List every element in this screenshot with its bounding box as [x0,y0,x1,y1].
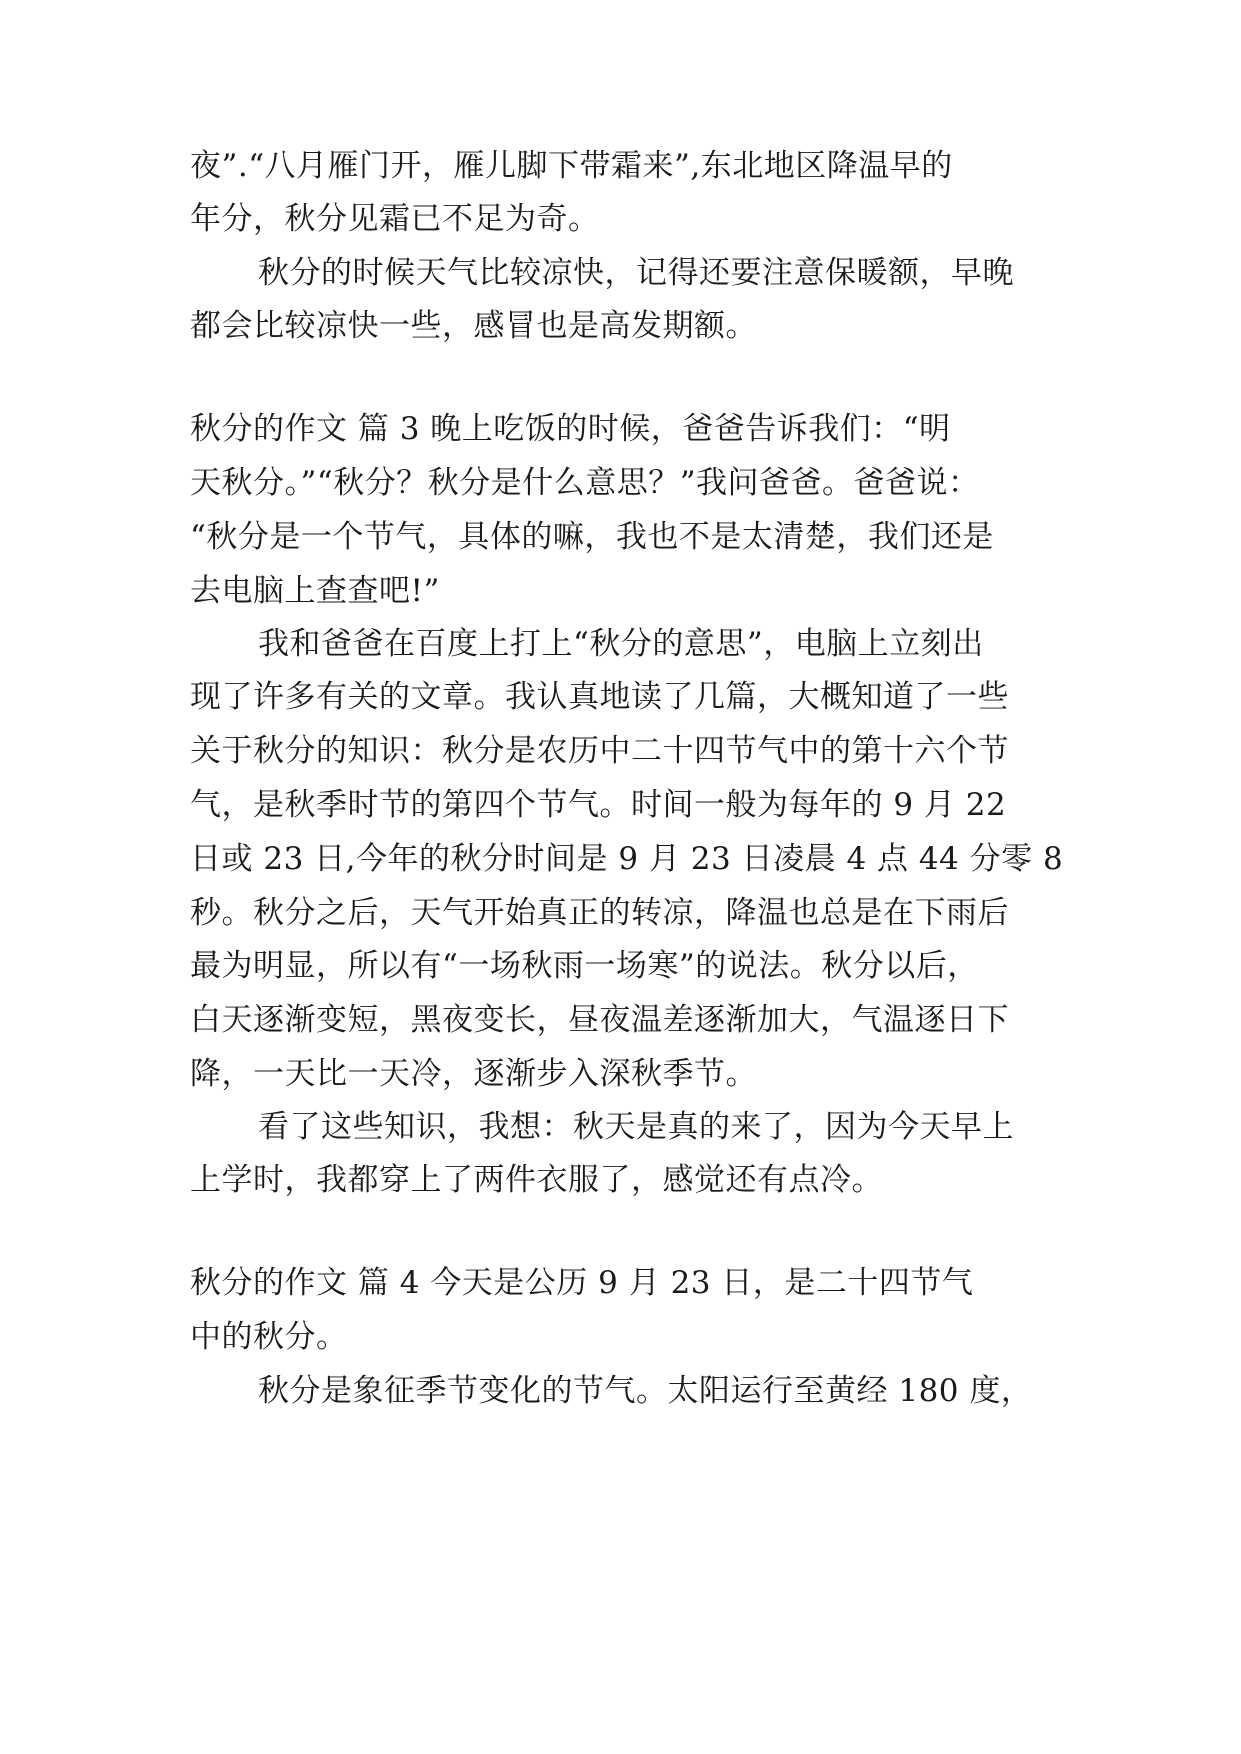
text-line: 去电脑上查查吧!” [190,573,440,609]
text-line: 白天逐渐变短，黑夜变长，昼夜温差逐渐加大，气温逐日下 [190,1002,1009,1038]
text-line: 关于秋分的知识：秋分是农历中二十四节气中的第十六个节 [190,733,1009,769]
text-line: 夜”.“八月雁门开，雁儿脚下带霜来”,东北地区降温早的 [190,148,953,184]
text-line: 气，是秋季时节的第四个节气。时间一般为每年的 9 月 22 [190,787,1007,823]
text-line: 天秋分。”“秋分？秋分是什么意思？”我问爸爸。爸爸说： [190,465,980,501]
text-line: 现了许多有关的文章。我认真地读了几篇，大概知道了一些 [190,679,1009,715]
text-line: 秋分是象征季节变化的节气。太阳运行至黄经 180 度， [258,1373,1033,1409]
text-line: 上学时，我都穿上了两件衣服了，感觉还有点冷。 [190,1162,883,1198]
text-line: 降，一天比一天冷，逐渐步入深秋季节。 [190,1056,757,1092]
text-line: 年分，秋分见霜已不足为奇。 [190,201,600,237]
text-line: 都会比较凉快一些，感冒也是高发期额。 [190,308,757,344]
text-line: 秋分的时候天气比较凉快，记得还要注意保暖额，早晚 [258,255,1014,291]
section-heading-line: 秋分的作文 篇 4 今天是公历 9 月 23 日，是二十四节气 [190,1265,974,1301]
text-line: 我和爸爸在百度上打上“秋分的意思”，电脑上立刻出 [258,626,984,662]
text-line: 最为明显，所以有“一场秋雨一场寒”的说法。秋分以后， [190,948,979,984]
text-line: 秒。秋分之后，天气开始真正的转凉，降温也总是在下雨后 [190,895,1009,931]
text-line: 看了这些知识，我想：秋天是真的来了，因为今天早上 [258,1109,1014,1145]
text-line: 中的秋分。 [190,1319,348,1355]
text-line: “秋分是一个节气，具体的嘛，我也不是太清楚，我们还是 [190,519,994,555]
section-heading-line: 秋分的作文 篇 3 晚上吃饭的时候，爸爸告诉我们：“明 [190,411,951,447]
text-line: 日或 23 日,今年的秋分时间是 9 月 23 日凌晨 4 点 44 分零 8 [190,841,1064,877]
